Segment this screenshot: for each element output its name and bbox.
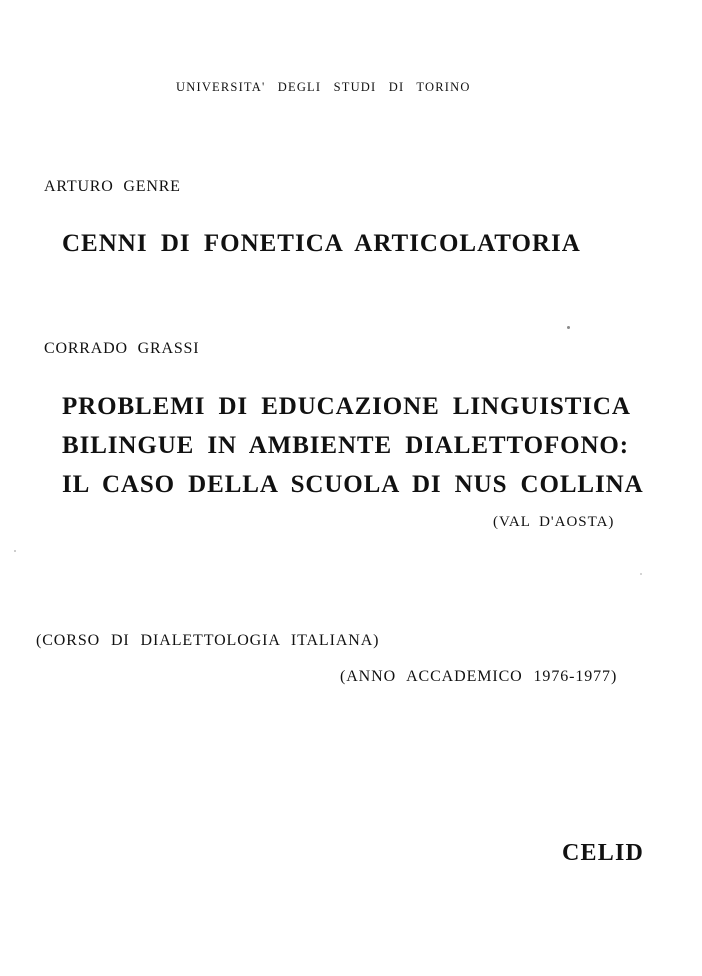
- scan-speck: [567, 326, 570, 329]
- scan-speck: [640, 573, 642, 575]
- second-title-line-2: BILINGUE IN AMBIENTE DIALETTOFONO:: [62, 432, 629, 459]
- second-title-line-3: IL CASO DELLA SCUOLA DI NUS COLLINA: [62, 471, 644, 498]
- first-title: CENNI DI FONETICA ARTICOLATORIA: [62, 230, 581, 257]
- first-author: ARTURO GENRE: [44, 178, 181, 195]
- course-name: (CORSO DI DIALETTOLOGIA ITALIANA): [36, 632, 380, 649]
- second-author: CORRADO GRASSI: [44, 340, 200, 357]
- scan-speck: [14, 550, 16, 552]
- second-title-line-1: PROBLEMI DI EDUCAZIONE LINGUISTICA: [62, 393, 631, 420]
- publisher-name: CELID: [562, 840, 645, 866]
- second-title-subtitle: (VAL D'AOSTA): [493, 514, 615, 530]
- institution-header: UNIVERSITA' DEGLI STUDI DI TORINO: [176, 80, 471, 94]
- academic-year: (ANNO ACCADEMICO 1976-1977): [340, 668, 618, 685]
